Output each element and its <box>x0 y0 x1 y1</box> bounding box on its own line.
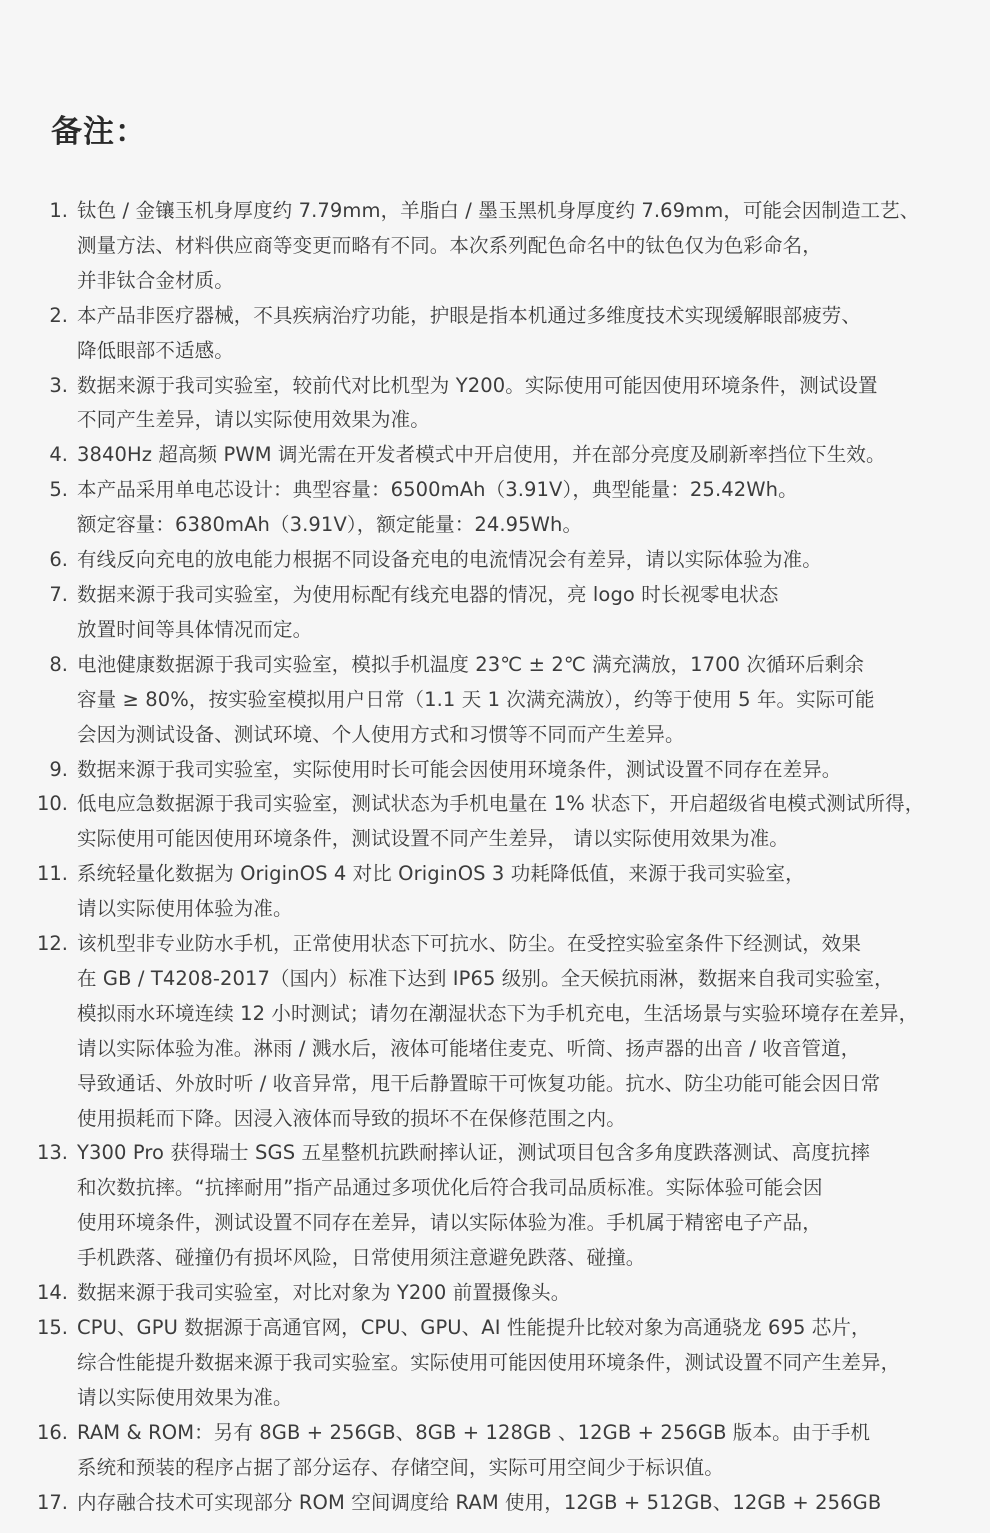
note-text-line: 有线反向充电的放电能力根据不同设备充电的电流情况会有差异，请以实际体验为准。 <box>77 548 822 572</box>
note-text-line: 数据来源于我司实验室，为使用标配有线充电器的情况，亮 logo 时长视零电状态 <box>77 582 779 606</box>
note-text-line: 容量 ≥ 80%，按实验室模拟用户日常（1.1 天 1 次满充满放），约等于使用 5 年。实际可能 <box>77 687 875 711</box>
note-item <box>0 753 990 788</box>
note-item <box>0 438 990 473</box>
note-text-line: 钛色 / 金镶玉机身厚度约 7.79mm，羊脂白 / 墨玉黑机身厚度约 7.69mm，可能会因制造工艺、 <box>77 199 920 222</box>
note-item <box>0 648 990 753</box>
note-text-line: 请以实际体验为准。淋雨 / 溅水后，液体可能堵住麦克、听筒、扬声器的出音 / 收音管道， <box>77 1036 861 1060</box>
note-text-line: 放置时间等具体情况而定。 <box>77 617 313 641</box>
note-text-line: 电池健康数据源于我司实验室，模拟手机温度 23℃ ± 2℃ 满充满放，1700 次循环后剩余 <box>77 652 865 676</box>
note-text-line: RAM & ROM：另有 8GB + 256GB、8GB + 128GB 、12GB + 256GB 版本。由于手机 <box>77 1420 871 1444</box>
note-text-line: 并非钛合金材质。 <box>77 268 234 292</box>
note-item <box>0 369 990 439</box>
note-text-line: 请以实际使用体验为准。 <box>77 897 293 921</box>
note-item <box>0 1416 990 1486</box>
note-item <box>0 1276 990 1311</box>
note-text-line: 降低眼部不适感。 <box>77 338 234 362</box>
note-number: 10. <box>36 792 68 816</box>
note-item <box>0 543 990 578</box>
note-text-line: 测量方法、材料供应商等变更而略有不同。本次系列配色命名中的钛色仅为色彩命名， <box>77 233 822 257</box>
note-number: 14. <box>36 1281 68 1305</box>
note-text-line: 手机跌落、碰撞仍有损坏风险，日常使用须注意避免跌落、碰撞。 <box>77 1246 646 1270</box>
note-text-line: 系统和预装的程序占据了部分运存、存储空间，实际可用空间少于标识值。 <box>77 1455 724 1479</box>
note-text-line: 不同产生差异，请以实际使用效果为准。 <box>77 408 430 432</box>
note-text-line: 数据来源于我司实验室，对比对象为 Y200 前置摄像头。 <box>77 1281 571 1305</box>
note-text-line: CPU、GPU 数据源于高通官网，CPU、GPU、AI 性能提升比较对象为高通骁龙 695 芯片， <box>77 1316 871 1339</box>
note-number: 9. <box>49 757 68 781</box>
page-title: 备注： <box>51 114 147 150</box>
note-text-line: 在 GB / T4208-2017（国内）标准下达到 IP65 级别。全天候抗雨淋，数据来自我司实验室， <box>77 966 894 990</box>
note-text-line: 使用损耗而下降。因浸入液体而导致的损坏不在保修范围之内。 <box>77 1106 626 1130</box>
note-number: 17. <box>36 1490 68 1514</box>
note-number: 12. <box>36 932 68 956</box>
note-text-line: 额定容量：6380mAh（3.91V），额定能量：24.95Wh。 <box>77 513 583 537</box>
note-number: 8. <box>49 652 68 676</box>
note-text-line: 本产品采用单电芯设计：典型容量：6500mAh（3.91V），典型能量：25.42Wh。 <box>77 478 798 502</box>
note-text-line: 本产品非医疗器械，不具疾病治疗功能，护眼是指本机通过多维度技术实现缓解眼部疲劳、 <box>77 303 862 327</box>
note-item <box>0 787 990 857</box>
note-number: 7. <box>49 582 68 606</box>
note-item <box>0 194 990 299</box>
note-item <box>0 299 990 369</box>
note-text-line: 内存融合技术可实现部分 ROM 空间调度给 RAM 使用，12GB + 512GB、12GB + 256GB <box>77 1490 882 1514</box>
note-item <box>0 927 990 1136</box>
note-item <box>0 857 990 927</box>
note-text-line: 导致通话、外放时听 / 收音异常，甩干后静置晾干可恢复功能。抗水、防尘功能可能会因日常 <box>77 1071 881 1095</box>
note-item <box>0 1486 990 1521</box>
notes-list <box>0 194 990 1520</box>
note-number: 15. <box>36 1316 68 1339</box>
note-item <box>0 578 990 648</box>
note-number: 3. <box>49 373 68 397</box>
note-text-line: 使用环境条件，测试设置不同存在差异，请以实际体验为准。手机属于精密电子产品， <box>77 1211 822 1235</box>
note-text-line: 该机型非专业防水手机，正常使用状态下可抗水、防尘。在受控实验室条件下经测试，效果 <box>77 932 862 956</box>
note-text-line: 系统轻量化数据为 OriginOS 4 对比 OriginOS 3 功耗降低值，来源于我司实验室， <box>77 862 805 886</box>
note-item <box>0 1311 990 1416</box>
note-number: 5. <box>49 478 68 502</box>
note-number: 13. <box>36 1141 68 1165</box>
note-text-line: 模拟雨水环境连续 12 小时测试；请勿在潮湿状态下为手机充电，生活场景与实验环境存在差异， <box>77 1001 919 1025</box>
note-item <box>0 473 990 543</box>
note-text-line: 综合性能提升数据来源于我司实验室。实际使用可能因使用环境条件，测试设置不同产生差异， <box>77 1350 901 1374</box>
note-number: 4. <box>49 443 68 467</box>
note-number: 6. <box>49 548 68 572</box>
note-text-line: 低电应急数据源于我司实验室，测试状态为手机电量在 1% 状态下，开启超级省电模式测试所得， <box>77 792 925 816</box>
note-text-line: 数据来源于我司实验室，实际使用时长可能会因使用环境条件，测试设置不同存在差异。 <box>77 757 842 781</box>
note-text-line: Y300 Pro 获得瑞士 SGS 五星整机抗跌耐摔认证，测试项目包含多角度跌落测试、高度抗摔 <box>77 1141 870 1165</box>
note-number: 2. <box>49 303 68 327</box>
note-text-line: 和次数抗摔。“抗摔耐用”指产品通过多项优化后符合我司品质标准。实际体验可能会因 <box>77 1176 823 1200</box>
note-text-line: 请以实际使用效果为准。 <box>77 1385 293 1409</box>
note-text-line: 3840Hz 超高频 PWM 调光需在开发者模式中开启使用，并在部分亮度及刷新率挡位下生效。 <box>77 443 886 467</box>
note-number: 16. <box>36 1420 68 1444</box>
note-item <box>0 1136 990 1276</box>
note-number: 11. <box>36 862 68 886</box>
note-text-line: 实际使用可能因使用环境条件，测试设置不同产生差异， 请以实际使用效果为准。 <box>77 827 789 851</box>
note-text-line: 会因为测试设备、测试环境、个人使用方式和习惯等不同而产生差异。 <box>77 722 685 746</box>
note-text-line: 数据来源于我司实验室，较前代对比机型为 Y200。实际使用可能因使用环境条件，测试设置 <box>77 373 878 397</box>
note-number: 1. <box>49 199 68 222</box>
